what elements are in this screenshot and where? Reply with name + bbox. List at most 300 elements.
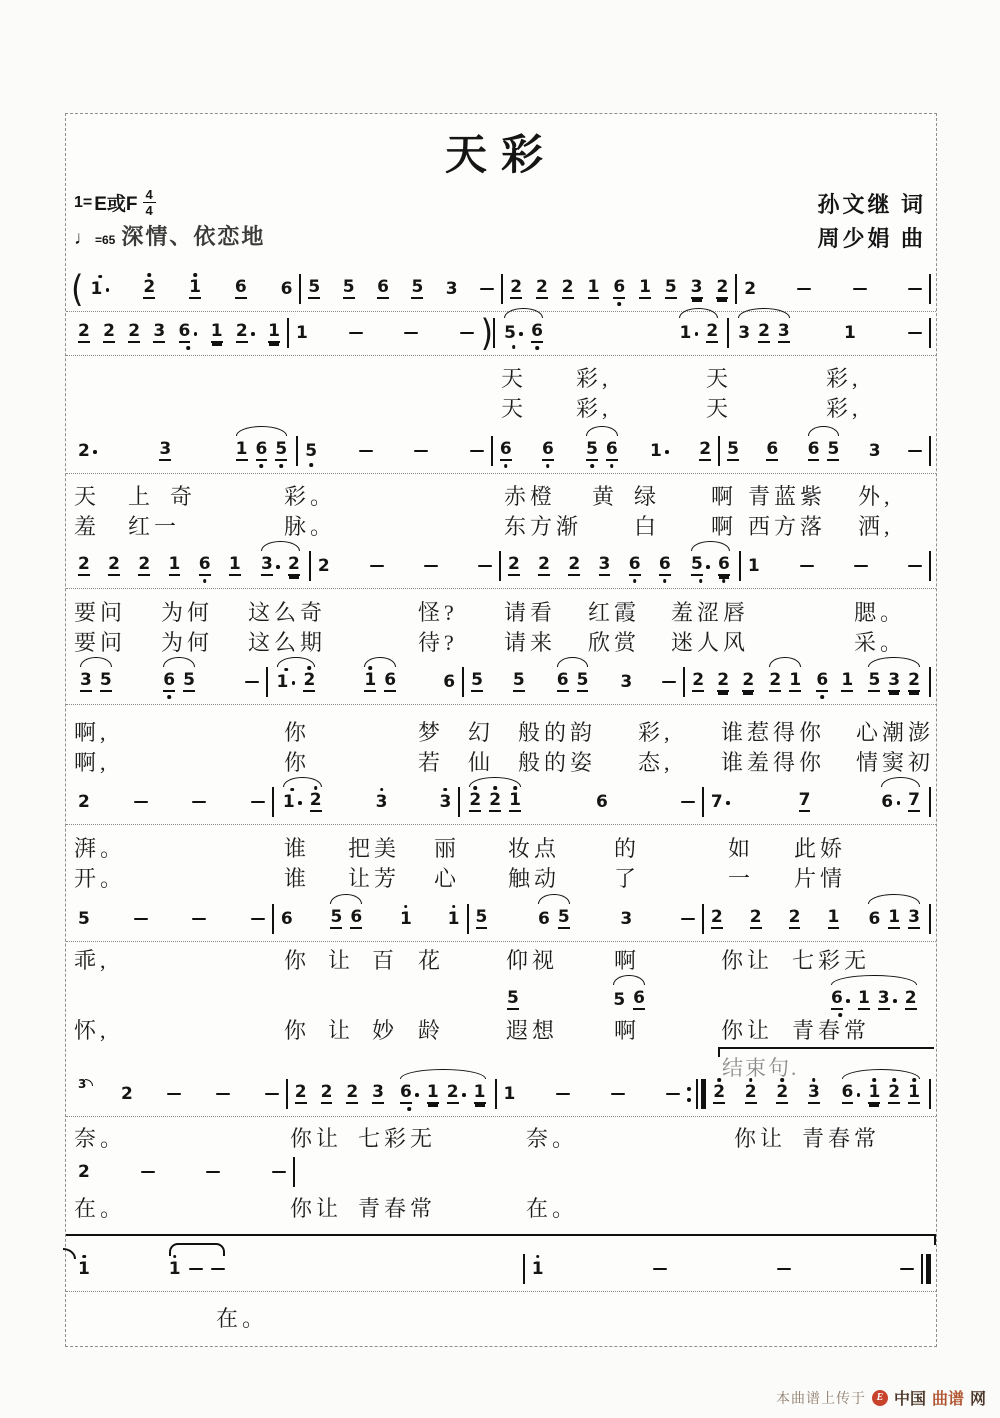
lyric-word: 天 — [706, 366, 733, 391]
site-name-2: 曲谱 — [931, 1391, 964, 1408]
note — [508, 549, 520, 583]
lyric-word: 脉。 — [284, 514, 337, 539]
note — [295, 1077, 307, 1111]
song-title: 天彩 — [444, 133, 557, 179]
note-digit: 5 — [557, 907, 570, 927]
note-digit: 1 — [90, 278, 103, 299]
lyric-word: 你 — [284, 1018, 311, 1043]
note-digit: 1 — [650, 440, 662, 461]
note-digit: 6 — [531, 321, 543, 341]
slur-group — [398, 1077, 488, 1111]
lyric-row — [66, 392, 936, 422]
measure — [289, 318, 481, 349]
note — [568, 549, 580, 583]
note-digit: 1 — [295, 322, 308, 343]
note-digit: 2 — [908, 670, 920, 690]
note — [827, 434, 839, 468]
music-line-5 — [71, 662, 931, 702]
sustain-dash — [797, 288, 811, 291]
lyric-word: 谁 — [284, 836, 311, 861]
note — [447, 1077, 466, 1111]
sustain-dash — [192, 801, 206, 804]
note — [183, 665, 195, 699]
note — [169, 1254, 181, 1285]
measure — [493, 434, 718, 468]
note-digit: 2 — [235, 321, 248, 341]
note-digit: 3 — [598, 554, 611, 574]
lyric-word: 你让 — [721, 948, 774, 973]
note-digit: 6 — [841, 1082, 854, 1102]
slur-group — [611, 983, 647, 1017]
note-digit: 2 — [78, 554, 90, 574]
lyric-word: 天 — [706, 396, 733, 421]
note — [179, 316, 198, 350]
sustain-dash — [424, 565, 438, 568]
lyric-word: 洒, — [858, 514, 894, 539]
note-digit: 1 — [447, 908, 460, 929]
note-digit: 2 — [742, 670, 755, 690]
music-line-6 — [71, 782, 931, 822]
note — [908, 1077, 920, 1111]
note-digit: 1 — [789, 670, 802, 690]
lyric-word: 你让 — [721, 1018, 774, 1043]
note-digit: 6 — [816, 670, 829, 690]
lyric-word: 这么期 — [248, 630, 327, 655]
note-digit: 2 — [510, 277, 523, 297]
note — [742, 665, 754, 699]
lyric-word: 让 — [328, 948, 355, 973]
note-digit: 5 — [471, 670, 483, 690]
note — [489, 785, 501, 819]
lyric-word: 怪? — [418, 600, 458, 625]
barline — [929, 436, 931, 466]
octave-dot-high — [314, 786, 318, 790]
note-digit: 6 — [255, 439, 268, 459]
measure — [71, 1254, 160, 1285]
note-digit: 5 — [275, 439, 288, 459]
note — [738, 318, 750, 349]
site-logo-icon: E — [872, 1390, 888, 1406]
sustain-dash — [251, 918, 265, 921]
note-digit: 1 — [282, 791, 295, 812]
sustain-dash — [908, 332, 922, 335]
note-digit: 2 — [706, 321, 719, 341]
sustain-dash — [414, 450, 428, 453]
measure — [704, 785, 929, 819]
note — [577, 665, 589, 699]
note — [256, 434, 268, 468]
note-digit: 3 — [375, 791, 388, 812]
lyric-word: 百 — [372, 948, 399, 973]
note — [744, 274, 756, 305]
lyric-word: 态, — [638, 750, 674, 775]
note — [474, 1077, 486, 1111]
lyric-word: 七彩无 — [792, 948, 871, 973]
note — [557, 665, 569, 699]
lyric-word: 妆点 — [508, 836, 561, 861]
measure — [460, 785, 701, 819]
note — [808, 1077, 820, 1111]
lyric-word: 红霞 — [588, 600, 641, 625]
sustain-dash — [777, 1268, 791, 1271]
lyric-row — [66, 626, 936, 656]
lyric-word: 羞涩唇 — [671, 600, 750, 625]
music-glyph — [926, 1254, 931, 1284]
note-digit: 3 — [153, 321, 166, 341]
note-digit: 2 — [744, 278, 757, 299]
lyric-word: 妙 — [372, 1018, 399, 1043]
measure — [737, 274, 929, 305]
measure — [274, 902, 467, 936]
note — [905, 983, 917, 1017]
key-text: E或F — [94, 194, 138, 215]
note — [620, 904, 632, 935]
note-digit: 2 — [888, 1082, 901, 1102]
lyric-word: 天 — [501, 396, 528, 421]
note — [606, 434, 618, 468]
note-digit: 1 — [587, 277, 600, 297]
note — [532, 1254, 544, 1285]
lyric-row — [66, 596, 936, 626]
note — [536, 272, 548, 306]
augmentation-dot — [893, 999, 897, 1003]
octave-dot-low — [590, 464, 594, 468]
slur-group — [767, 665, 803, 699]
system-separator — [66, 311, 936, 312]
octave-dot-low — [617, 302, 621, 306]
note-digit: 1 — [189, 277, 201, 297]
note — [588, 272, 600, 306]
measure — [268, 665, 463, 699]
time-signature: $\frac{4}{4}$ — [143, 188, 156, 217]
note-digit: 1 — [235, 439, 248, 459]
lyric-word: 开。 — [74, 866, 127, 891]
barline — [293, 1157, 295, 1187]
note — [443, 667, 455, 698]
augmentation-dot — [706, 565, 710, 569]
note-digit: 1 — [841, 670, 854, 690]
note-digit: 5 — [183, 670, 195, 690]
note-digit: 2 — [78, 791, 90, 812]
score-area — [65, 113, 937, 1347]
music-line-3 — [71, 431, 931, 471]
note — [639, 272, 651, 306]
lyric-word: 梦 — [418, 720, 445, 745]
note-digit: 6 — [399, 1082, 412, 1102]
note — [620, 667, 632, 698]
note-digit: 1 — [168, 554, 181, 574]
note — [888, 665, 900, 699]
note — [128, 316, 140, 350]
note-digit: 1 — [827, 907, 840, 927]
system-separator — [66, 588, 936, 589]
sustain-dash — [480, 288, 494, 291]
note-digit: 6 — [628, 554, 641, 574]
note — [476, 902, 488, 936]
slur-group — [689, 549, 732, 583]
lyric-word: 啊, — [74, 750, 110, 775]
lyric-word: 谁 — [284, 866, 311, 891]
note — [469, 785, 481, 819]
tempo-marking — [74, 220, 265, 251]
note-digit: 3 — [439, 791, 452, 812]
note-digit: 6 — [595, 791, 608, 812]
note-digit: 2 — [788, 907, 801, 927]
octave-dot-low — [309, 463, 313, 467]
lyric-word: 采。 — [854, 630, 907, 655]
octave-dot-low — [504, 464, 508, 468]
augmentation-dot — [726, 801, 730, 805]
augmentation-dot — [276, 565, 280, 569]
note-digit: 2 — [103, 321, 115, 341]
measure — [71, 904, 272, 935]
octave-dot-low — [279, 464, 283, 468]
note-digit: 6 — [537, 908, 550, 929]
augmentation-dot — [695, 332, 699, 336]
note — [448, 904, 460, 935]
note-digit: 2 — [776, 1082, 789, 1102]
lyric-word: 上 — [128, 484, 155, 509]
note — [376, 787, 388, 818]
lyric-word: 青春常 — [358, 1196, 437, 1221]
note — [727, 434, 739, 468]
measure — [71, 787, 272, 818]
note-digit: 2 — [317, 555, 330, 576]
note-digit: 1 — [78, 1258, 90, 1279]
note-digit: 5 — [586, 439, 598, 459]
slur-group — [829, 983, 919, 1017]
note — [717, 665, 729, 699]
augmentation-dot — [665, 450, 669, 454]
note-digit: 5 — [512, 670, 525, 690]
lyric-row — [66, 1122, 936, 1152]
note — [350, 902, 362, 936]
note-digit: 3 — [620, 671, 633, 692]
note — [816, 665, 828, 699]
sustain-dash — [134, 801, 148, 804]
sustain-dash — [189, 1268, 203, 1271]
note — [346, 1077, 358, 1111]
note-digit: 6 — [807, 439, 820, 459]
note — [283, 787, 302, 818]
note-digit: 2 — [108, 554, 121, 574]
note — [881, 787, 900, 818]
note — [310, 785, 322, 819]
augmentation-dot — [298, 801, 302, 805]
sustain-dash — [908, 565, 922, 568]
note-digit: 6 — [605, 439, 618, 459]
music-glyph — [921, 1254, 923, 1284]
system-separator — [66, 473, 936, 474]
note-digit: 3 — [690, 277, 703, 297]
note-digit: 6 — [198, 554, 211, 574]
lyric-word: 花 — [418, 948, 445, 973]
lyric-word: 你 — [284, 720, 311, 745]
sustain-dash — [211, 1268, 225, 1271]
octave-dot-high — [193, 273, 197, 277]
note-digit: 2 — [561, 277, 574, 297]
note-digit: 6 — [658, 554, 671, 574]
octave-dot-high — [98, 275, 102, 279]
octave-dot-low — [633, 579, 637, 583]
note-digit: 2 — [769, 670, 782, 690]
octave-dot-high — [308, 666, 312, 670]
lyric-word: 啊 — [711, 484, 738, 509]
note-digit: 6 — [377, 277, 389, 297]
note — [427, 1077, 439, 1111]
note — [908, 665, 920, 699]
note-digit: 2 — [710, 907, 723, 927]
slur-group — [234, 434, 290, 468]
parenthesis: ) — [480, 311, 494, 355]
note — [513, 665, 525, 699]
note-digit: 6 — [541, 439, 554, 459]
lyric-row — [66, 1302, 936, 1332]
sustain-dash — [265, 1093, 279, 1096]
sustain-dash — [206, 1171, 220, 1174]
note-digit: 5 — [664, 277, 677, 297]
slur-group — [879, 785, 922, 819]
slur-group — [677, 316, 720, 350]
note — [629, 549, 641, 583]
note — [778, 316, 790, 350]
lyric-word: 请来 — [504, 630, 557, 655]
lyric-word: 如 — [728, 836, 755, 861]
measure — [525, 1254, 921, 1285]
note — [716, 272, 728, 306]
octave-dot-low — [260, 464, 264, 468]
note — [510, 272, 522, 306]
system-separator — [66, 824, 936, 825]
note-digit: 1 — [276, 671, 289, 692]
expression-text: 深情、依恋地 — [121, 224, 266, 249]
lyric-word: 赤橙 — [504, 484, 557, 509]
lyric-word: 幻 — [468, 720, 495, 745]
lyric-word: 心 — [434, 866, 461, 891]
note — [400, 904, 412, 935]
repeat-barline — [687, 1079, 706, 1109]
augmentation-dot — [519, 332, 523, 336]
barline — [929, 274, 931, 304]
lyric-word: 你让 — [734, 1126, 787, 1151]
augmentation-dot — [93, 450, 97, 454]
system-separator — [66, 941, 936, 942]
sustain-dash — [167, 1093, 181, 1096]
note-digit: 2 — [138, 554, 151, 574]
octave-dot-low — [699, 579, 703, 583]
augmentation-dot — [251, 332, 255, 336]
note-digit: 6 — [633, 988, 645, 1008]
octave-dot-low — [167, 695, 171, 699]
lyric-word: 啊 — [614, 948, 641, 973]
note — [699, 434, 711, 468]
lyric-word: 奈。 — [74, 1126, 127, 1151]
note — [789, 902, 801, 936]
augmentation-dot — [846, 999, 850, 1003]
note-digit: 2 — [717, 670, 730, 690]
note — [599, 549, 611, 583]
note-digit: 1 — [473, 1082, 486, 1102]
measure — [704, 902, 929, 936]
note — [868, 1077, 880, 1111]
measure — [497, 1079, 688, 1110]
note — [471, 665, 483, 699]
note — [138, 549, 150, 583]
barline — [929, 318, 931, 348]
lyric-word: 待? — [418, 630, 458, 655]
sustain-dash — [460, 332, 474, 335]
measure — [288, 1077, 495, 1111]
lyric-word: 白 — [634, 514, 661, 539]
note-digit: 5 — [827, 439, 840, 459]
sustain-dash — [800, 565, 814, 568]
lyric-word: 在。 — [216, 1306, 269, 1331]
slur-group — [467, 785, 523, 819]
note-digit: 6 — [280, 908, 293, 929]
lyric-word: 心潮澎 — [856, 720, 935, 745]
note-digit: 2 — [143, 277, 156, 297]
note — [268, 316, 280, 350]
note — [799, 785, 811, 819]
note — [364, 665, 376, 699]
note — [692, 665, 704, 699]
lyric-word: 彩。 — [284, 484, 337, 509]
octave-dot-low — [408, 1107, 412, 1111]
slur-group — [555, 665, 591, 699]
note — [411, 272, 423, 306]
note — [303, 665, 315, 699]
lyric-word: 你 — [284, 750, 311, 775]
lyric-word: 啊, — [74, 720, 110, 745]
note-digit: 5 — [504, 322, 516, 343]
octave-dot-high — [380, 788, 384, 792]
lyric-word: 把美 — [348, 836, 401, 861]
note-digit: 5 — [308, 277, 321, 297]
lyric-word: 红一 — [128, 514, 181, 539]
lyric-word: 要问 — [74, 630, 127, 655]
lyric-word: 情窦初 — [856, 750, 935, 775]
note — [100, 665, 112, 699]
sustain-dash — [681, 918, 695, 921]
note-digit: 3 — [877, 988, 890, 1008]
note — [330, 902, 342, 936]
slur-group — [161, 665, 197, 699]
sustain-dash — [404, 332, 418, 335]
sustain-dash — [908, 450, 922, 453]
note-digit: 2 — [287, 554, 300, 574]
note — [372, 1077, 384, 1111]
note — [78, 787, 90, 818]
lyric-word: 彩, — [826, 396, 862, 421]
note-digit: 2 — [128, 321, 141, 341]
note — [153, 316, 165, 350]
slur-group — [259, 549, 302, 583]
music-line-7 — [71, 899, 931, 939]
note-digit: 2 — [699, 439, 712, 459]
lyric-word: 天 — [501, 366, 528, 391]
note — [613, 985, 625, 1016]
note — [750, 902, 762, 936]
lyric-word: 西方落 — [748, 514, 827, 539]
note — [308, 272, 320, 306]
note-digit: 6 — [556, 670, 569, 690]
note — [121, 1079, 133, 1110]
sustain-dash — [662, 681, 676, 684]
note-digit: 7 — [908, 790, 920, 810]
note-digit: 5 — [475, 907, 488, 927]
lyric-row — [66, 510, 936, 540]
lyric-word: 请看 — [504, 600, 557, 625]
